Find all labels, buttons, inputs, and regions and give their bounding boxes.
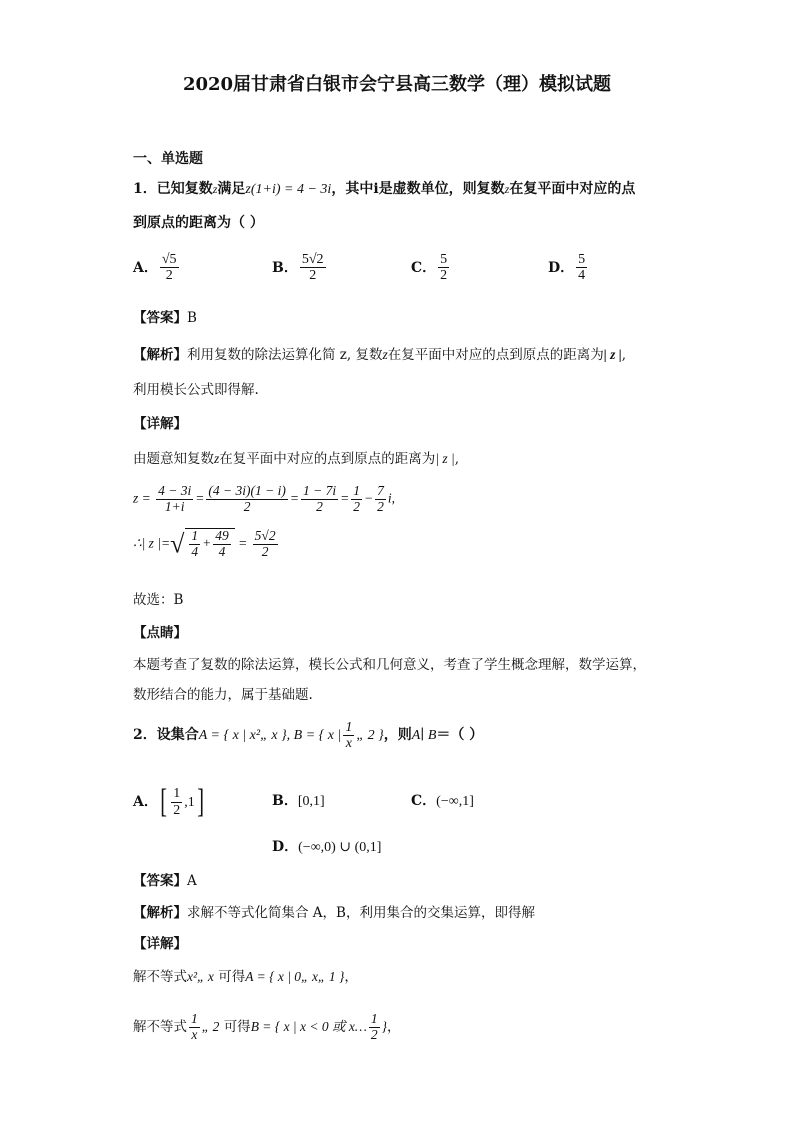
option-c: C．(−∞,1] [411, 793, 474, 809]
solution-line-1: 解不等式x²„ x 可得A = { x | 0„ x„ 1 }， [133, 969, 358, 985]
fraction: $\frac{√5}{2}$ [161, 252, 177, 284]
option-a: A．[ $\frac{1}{2}$ ,1] [133, 783, 204, 820]
option-d: D． $\frac{5}{4}$ [548, 252, 586, 284]
answer-tag: 【答案】 [133, 873, 187, 889]
analysis-line: 【解析】求解不等式化简集合 A，B，利用集合的交集运算，即得解 [133, 905, 535, 921]
set-b: B = { x | $\frac{1}{x}$ „ 2 } [293, 720, 384, 752]
option-c: C． $\frac{5}{2}$ [411, 252, 448, 284]
answer-value: B [187, 310, 197, 326]
question-1-line2: 到原点的距离为（ ） [133, 215, 264, 231]
set-a: A = { x | x²„ x } [198, 728, 287, 744]
detail-line: 由题意知复数z在复平面中对应的点到原点的距离为| z |, [133, 451, 459, 467]
fraction: $\frac{4 - 3i}{1+i}$ [158, 483, 192, 514]
fraction: $\frac{1 - 7i}{2}$ [302, 483, 337, 514]
calculation-2: ∴| z |=√ $\frac{1}{4}$ + $\frac{49}{4}$ = $\frac{5√2}{2}$ [133, 528, 276, 559]
question-text: 满足 [217, 181, 246, 197]
answer-line [133, 306, 197, 326]
calculation-1: z = $\frac{4 - 3i}{1+i}$ = $\frac{(4 - 3i)(1 - i)}{2}$ = $\frac{1 - 7i}{2}$ = $\frac{1}{2}$ − $\frac{7}{2}$ i, [133, 483, 395, 514]
option-b: B． $\frac{5√2}{2}$ [272, 252, 324, 284]
solution-line-2: 解不等式 $\frac{1}{x}$ „ 2 可得B = { x | x < 0 或 x… $\frac{1}{2}$ }， [133, 1011, 401, 1042]
detail-tag: 【详解】 [133, 416, 187, 432]
analysis-tag: 【解析】 [133, 347, 187, 363]
option-d: D．(−∞,0) ∪ (0,1] [272, 839, 382, 855]
question-number: 1． [133, 181, 157, 197]
analysis-line-2: 利用模长公式即得解. [133, 382, 259, 398]
choose-line: 故选：B [133, 592, 184, 608]
fraction: $\frac{7}{2}$ [377, 483, 384, 514]
question-2-line1: 2．设集合A = { x | x²„ x }, B = { x | $\frac{1}{x}$ „ 2 }，则A∣ B＝（ ） [133, 720, 484, 752]
detail-tag: 【详解】 [133, 936, 187, 952]
variable-z: z [212, 182, 218, 196]
comment-line-1: 本题考查了复数的除法运算，模长公式和几何意义，考查了学生概念理解，数学运算， [133, 657, 646, 673]
comment-line-2: 数形结合的能力，属于基础题. [133, 687, 313, 703]
document-title: 2020届甘肃省白银市会宁县高三数学（理）模拟试题 [182, 74, 612, 95]
fraction: $\frac{5}{2}$ [440, 252, 448, 284]
question-1-line1 [133, 178, 635, 198]
fraction: $\frac{(4 - 3i)(1 - i)}{2}$ [208, 483, 286, 514]
section-heading: 一、单选题 [133, 151, 203, 167]
sqrt-icon: √ [170, 529, 185, 559]
question-text: 已知复数 [156, 181, 213, 197]
question-number: 2． [133, 727, 157, 744]
question-text: 在复平面中对应的点 [509, 181, 636, 197]
radicand: $\frac{1}{4}$ + $\frac{49}{4}$ [185, 528, 234, 560]
fraction: $\frac{5√2}{2}$ [301, 252, 324, 284]
answer-tag: 【答案】 [133, 310, 187, 326]
comment-tag: 【点睛】 [133, 625, 187, 641]
option-a: A． $\frac{√5}{2}$ [133, 252, 177, 284]
fraction: $\frac{5}{4}$ [578, 252, 586, 284]
answer-line [133, 869, 197, 889]
answer-value: A [187, 873, 197, 889]
fraction: $\frac{5√2}{2}$ [254, 528, 276, 559]
variable-z: z [504, 182, 510, 196]
fraction: $\frac{1}{2}$ [353, 483, 360, 514]
question-text: ，其中i是虚数单位，则复数 [331, 181, 505, 197]
option-b: B．[0,1] [272, 793, 325, 809]
equation: z(1+i) = 4 − 3i [245, 182, 332, 197]
analysis-tag: 【解析】 [133, 905, 187, 921]
analysis-line: 【解析】利用复数的除法运算化简 z, 复数z在复平面中对应的点到原点的距离为| z |, [133, 347, 627, 363]
